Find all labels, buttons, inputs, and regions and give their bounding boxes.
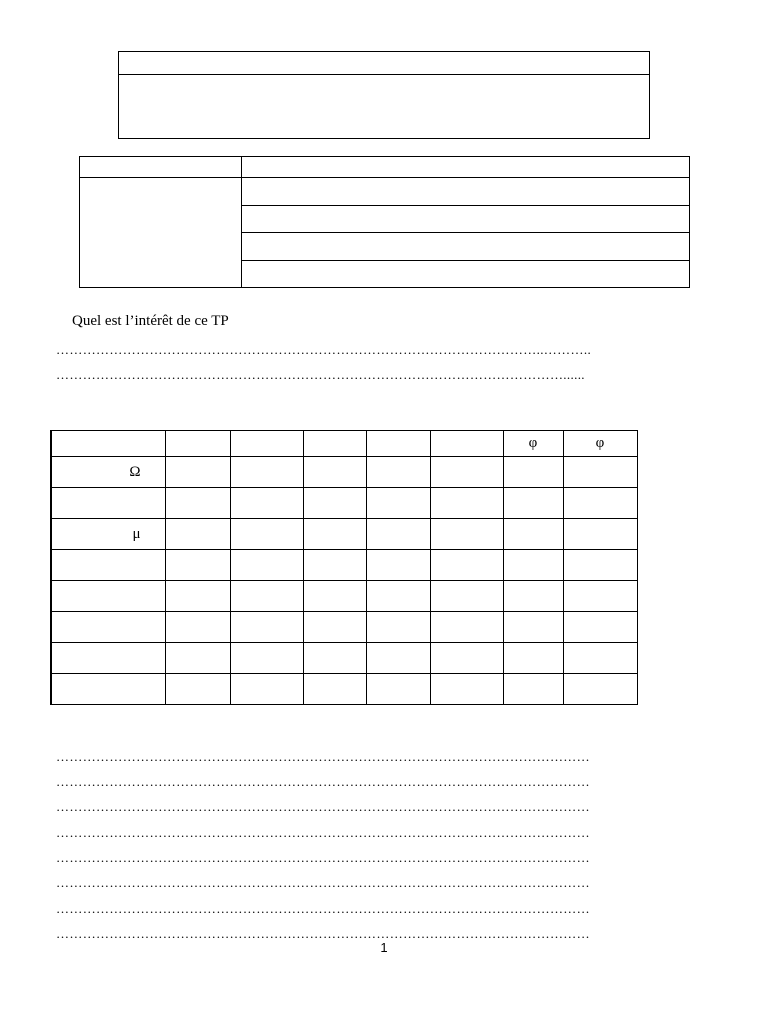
table-cell[interactable] — [563, 674, 637, 705]
table-cell[interactable] — [51, 674, 165, 705]
table-cell[interactable] — [366, 612, 430, 643]
table-cell[interactable] — [165, 488, 230, 519]
table-cell[interactable] — [303, 612, 366, 643]
table-cell[interactable] — [563, 643, 637, 674]
table-cell[interactable] — [230, 643, 303, 674]
table-cell[interactable] — [563, 612, 637, 643]
table-cell[interactable] — [230, 431, 303, 457]
table-cell[interactable] — [165, 519, 230, 550]
conclusion-line-5[interactable]: ………………………………………………………………………………………………………… — [56, 851, 590, 865]
table-cell[interactable] — [503, 581, 563, 612]
info-field-4[interactable] — [242, 261, 690, 288]
title-box — [118, 51, 650, 139]
answer-line-2[interactable]: ……………………………………………………………………………………………………...... — [56, 368, 585, 382]
info-left-cell[interactable] — [80, 178, 242, 288]
conclusion-line-1[interactable]: ………………………………………………………………………………………………………… — [56, 750, 590, 764]
info-table — [79, 156, 690, 288]
table-cell[interactable] — [303, 674, 366, 705]
table-cell[interactable] — [303, 488, 366, 519]
table-cell[interactable] — [366, 488, 430, 519]
table-cell[interactable] — [303, 457, 366, 488]
conclusion-line-7[interactable]: ………………………………………………………………………………………………………… — [56, 902, 590, 916]
measurement-table — [50, 430, 638, 705]
table-row — [51, 488, 637, 519]
answer-line-1[interactable]: ………………………………………………………………………………………………..……….. — [56, 343, 592, 357]
table-cell[interactable] — [366, 643, 430, 674]
table-row — [51, 643, 637, 674]
table-row — [51, 550, 637, 581]
conclusion-line-2[interactable]: ………………………………………………………………………………………………………… — [56, 775, 590, 789]
table-cell[interactable] — [430, 674, 503, 705]
table-cell[interactable] — [563, 550, 637, 581]
table-cell[interactable]: Ω — [51, 457, 165, 488]
table-cell[interactable] — [303, 581, 366, 612]
table-cell[interactable] — [303, 643, 366, 674]
table-cell[interactable] — [366, 519, 430, 550]
table-cell[interactable] — [230, 519, 303, 550]
table-cell[interactable] — [165, 457, 230, 488]
table-cell[interactable] — [165, 674, 230, 705]
info-header-left[interactable] — [80, 157, 242, 178]
table-cell[interactable] — [430, 643, 503, 674]
table-cell[interactable] — [230, 581, 303, 612]
table-cell[interactable] — [165, 581, 230, 612]
table-cell[interactable] — [430, 519, 503, 550]
table-cell[interactable] — [366, 457, 430, 488]
table-cell[interactable] — [430, 550, 503, 581]
table-cell[interactable] — [366, 431, 430, 457]
table-row — [51, 581, 637, 612]
table-cell[interactable] — [503, 674, 563, 705]
table-cell[interactable] — [503, 643, 563, 674]
table-cell[interactable] — [51, 550, 165, 581]
table-cell[interactable] — [51, 488, 165, 519]
table-cell[interactable] — [165, 612, 230, 643]
table-row — [51, 612, 637, 643]
table-cell[interactable] — [503, 519, 563, 550]
table-cell[interactable] — [230, 674, 303, 705]
table-cell[interactable] — [563, 488, 637, 519]
conclusion-line-3[interactable]: ………………………………………………………………………………………………………… — [56, 800, 590, 814]
table-cell[interactable] — [303, 519, 366, 550]
page-number: 1 — [380, 940, 388, 955]
table-row — [51, 519, 637, 550]
table-cell[interactable] — [303, 431, 366, 457]
conclusion-line-6[interactable]: ………………………………………………………………………………………………………… — [56, 876, 590, 890]
table-cell[interactable] — [563, 457, 637, 488]
table-cell[interactable] — [563, 519, 637, 550]
table-cell[interactable] — [366, 581, 430, 612]
info-field-3[interactable] — [242, 233, 690, 261]
table-cell[interactable]: φ — [503, 431, 563, 457]
table-cell[interactable]: μ — [51, 519, 165, 550]
table-cell[interactable] — [430, 581, 503, 612]
table-cell[interactable] — [503, 612, 563, 643]
table-cell[interactable] — [230, 550, 303, 581]
table-cell[interactable] — [366, 550, 430, 581]
table-cell[interactable] — [165, 643, 230, 674]
table-cell[interactable] — [51, 612, 165, 643]
table-cell[interactable] — [51, 581, 165, 612]
table-cell[interactable] — [503, 550, 563, 581]
conclusion-line-4[interactable]: ………………………………………………………………………………………………………… — [56, 826, 590, 840]
table-cell[interactable] — [503, 488, 563, 519]
info-field-2[interactable] — [242, 206, 690, 233]
table-cell[interactable] — [303, 550, 366, 581]
info-field-1[interactable] — [242, 178, 690, 206]
table-cell[interactable] — [165, 550, 230, 581]
table-cell[interactable] — [430, 431, 503, 457]
title-box-divider — [119, 74, 649, 75]
question-text: Quel est l’intérêt de ce TP — [72, 313, 229, 329]
table-cell[interactable] — [366, 674, 430, 705]
table-cell[interactable] — [51, 643, 165, 674]
table-cell[interactable] — [230, 612, 303, 643]
table-cell[interactable] — [563, 581, 637, 612]
table-cell[interactable] — [230, 488, 303, 519]
table-row — [51, 457, 637, 488]
table-cell[interactable] — [430, 612, 503, 643]
table-header-row — [51, 431, 637, 457]
table-cell[interactable] — [430, 457, 503, 488]
table-cell[interactable]: φ — [563, 431, 637, 457]
table-row — [51, 674, 637, 705]
table-cell[interactable] — [503, 457, 563, 488]
info-header-right[interactable] — [242, 157, 690, 178]
conclusion-line-8[interactable]: ………………………………………………………………………………………………………… — [56, 927, 590, 941]
table-cell[interactable] — [230, 457, 303, 488]
table-cell[interactable] — [430, 488, 503, 519]
table-cell[interactable] — [165, 431, 230, 457]
table-cell[interactable] — [51, 431, 165, 457]
